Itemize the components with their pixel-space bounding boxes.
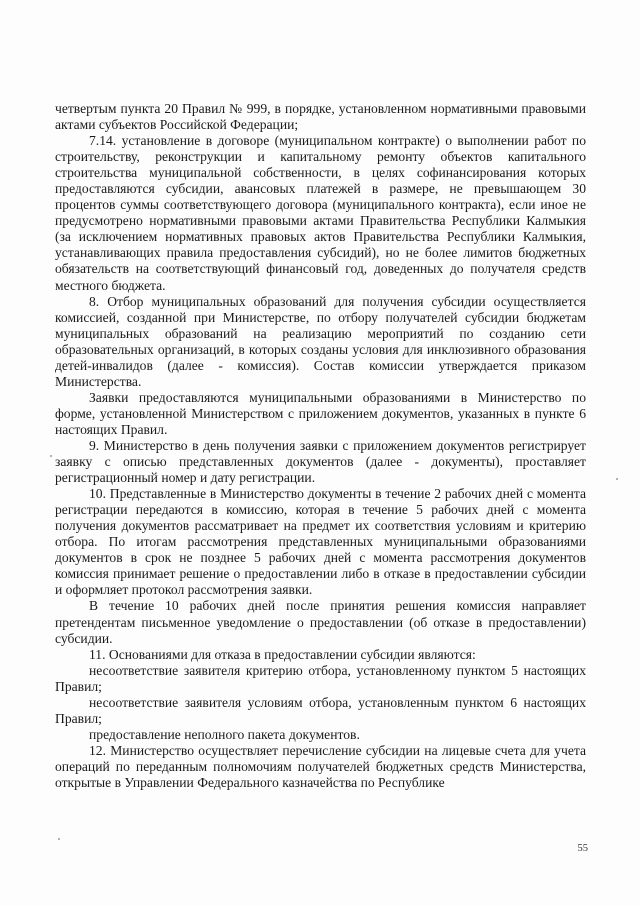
scan-speck (58, 838, 60, 840)
paragraph: Заявки предоставляются муниципальными образованиями в Министерство по форме, установленной Министерством с приложением документов, указанных в пункте 6 настоящих Правил. (55, 389, 586, 437)
paragraph: 11. Основаниями для отказа в предоставлении субсидии являются: (89, 646, 476, 662)
paragraph: 12. Министерство осуществляет перечисление субсидии на лицевые счета для учета операций по переданным полномочиям получателей бюджетных средств Министерства, открытые в Управлении Федерального казначейства по Республике (55, 742, 586, 790)
paragraph: 10. Представленные в Министерство документы в течение 2 рабочих дней с момента регистрации передаются в комиссию, которая в течение 5 рабочих дней с момента получения документов рассматривает на предмет их соответствия условиям и критерию отбора. По итогам рассмотрения представленных муниципальными образованиями документов в срок не позднее 5 рабочих дней с момента рассмотрения документов комиссия принимает решение о предоставлении либо в отказе в предоставлении субсидии и оформляет протокол рассмотрения заявки. (55, 486, 586, 598)
paragraph: предоставление неполного пакета документов. (89, 726, 360, 742)
paragraph: 7.14. установление в договоре (муниципальном контракте) о выполнении работ по строительству, реконструкции и капитальному ремонту объектов капитального строительства муниципальной собственности, в целях софинансирования которых предоставляются субсидии, авансовых платежей в размере, не превышающем 30 процентов суммы соответствующего договора (муниципального контракта), если иное не предусмотрено нормативными правовыми актами Правительства Республики Калмыкия (за исключением нормативных правовых актов Правительства Республики Калмыкия, устанавливающих правила предоставления субсидий), но не более лимитов бюджетных обязательств на соответствующий финансовый год, доведенных до получателя средств местного бюджета. (55, 133, 586, 293)
page-number: 55 (577, 843, 588, 854)
paragraph: 8. Отбор муниципальных образований для получения субсидии осуществляется комиссией, созданной при Министерстве, по отбору получателей субсидии бюджетам муниципальных образований на реализацию мероприятий по созданию сети образовательных организаций, в которых созданы условия для инклюзивного образования детей-инвалидов (далее - комиссия). Состав комиссии утверждается приказом Министерства. (55, 293, 586, 389)
paragraph: 9. Министерство в день получения заявки с приложением документов регистрирует заявку с описью представленных документов (далее - документы), проставляет регистрационный номер и дату регистрации. (55, 437, 586, 486)
paragraph: четвертым пункта 20 Правил № 999, в порядке, установленном нормативными правовыми актами субъектов Российской Федерации; (55, 101, 586, 133)
scan-speck (616, 478, 618, 480)
scan-speck (50, 455, 52, 457)
paragraph: несоответствие заявителя условиям отбора, установленным пунктом 6 настоящих Правил; (55, 694, 586, 726)
paragraph: несоответствие заявителя критерию отбора, установленному пунктом 5 настоящих Правил; (55, 662, 586, 694)
paragraph: В течение 10 рабочих дней после принятия решения комиссия направляет претендентам письменное уведомление о предоставлении (об отказе в предоставлении) субсидии. (55, 598, 586, 646)
document-body (55, 101, 586, 791)
